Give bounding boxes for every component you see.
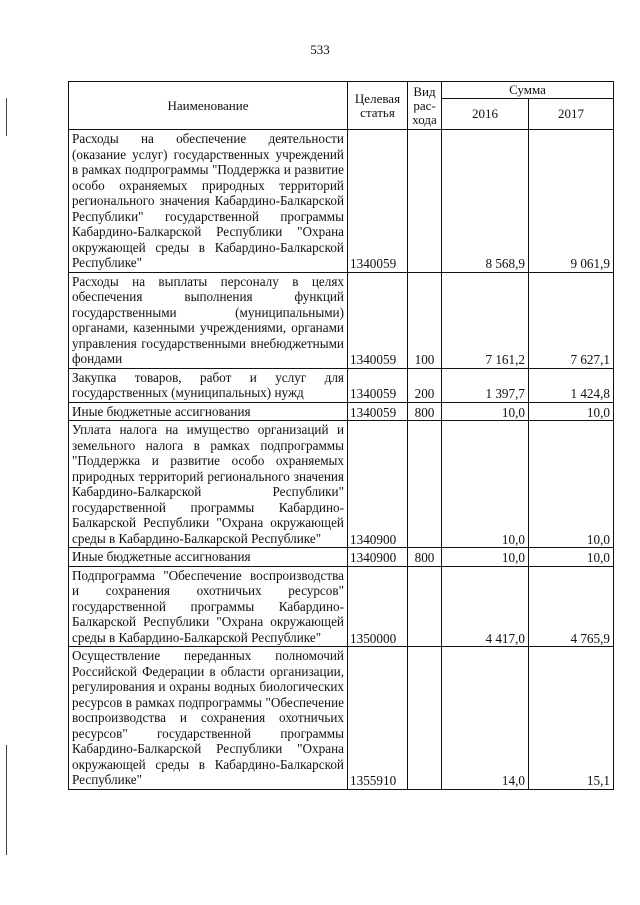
row-code: 1350000 (348, 566, 408, 647)
row-name: Расходы на обеспечение деятельности (оказание услуг) государственных учреждений в рамках подпрограммы "Поддержка и развитие особо охраняемых природных территорий регионального значения Кабардино-Балкарской Республики" государственной программы Кабардино-Балкарской Республики "Охрана окружающей среды в Кабардино-Балкарской Республике" (69, 130, 348, 273)
row-name: Закупка товаров, работ и услуг для государственных (муниципальных) нужд (69, 368, 348, 402)
row-value-2016: 7 161,2 (442, 272, 529, 368)
table-row (69, 548, 614, 567)
row-value-2017: 1 424,8 (529, 368, 614, 402)
row-value-2017: 15,1 (529, 647, 614, 790)
row-code: 1340059 (348, 368, 408, 402)
table-row (69, 368, 614, 402)
table-row (69, 402, 614, 421)
page-number: 533 (310, 42, 330, 57)
row-type: 100 (408, 272, 442, 368)
header-year-2016: 2016 (442, 99, 529, 130)
table-row (69, 421, 614, 548)
row-code: 1340900 (348, 421, 408, 548)
table-header (69, 82, 614, 130)
row-type: 800 (408, 402, 442, 421)
row-code: 1340059 (348, 130, 408, 273)
row-code: 1355910 (348, 647, 408, 790)
header-sum: Сумма (442, 82, 614, 99)
table-row (69, 272, 614, 368)
row-name: Уплата налога на имущество организаций и земельного налога в рамках подпрограммы "Поддержка и развитие особо охраняемых природных территорий регионального значения Кабардино-Балкарской Республики" государственной программы Кабардино-Балкарской Республики "Охрана окружающей среды в Кабардино-Балкарской Республике" (69, 421, 348, 548)
row-value-2017: 4 765,9 (529, 566, 614, 647)
table-row (69, 647, 614, 790)
row-value-2017: 9 061,9 (529, 130, 614, 273)
row-value-2017: 10,0 (529, 548, 614, 567)
row-value-2016: 10,0 (442, 402, 529, 421)
row-value-2016: 10,0 (442, 548, 529, 567)
row-name: Осуществление переданных полномочий Российской Федерации в области организации, регулирования и охраны водных биологических ресурсов в рамках подпрограммы "Обеспечение воспроизводства и сохранения охотничьих ресурсов" государственной программы Кабардино-Балкарской Республики "Охрана окружающей среды в Кабардино-Балкарской Республике" (69, 647, 348, 790)
row-name: Подпрограмма "Обеспечение воспроизводства и сохранения охотничьих ресурсов" государственной программы Кабардино-Балкарской Республики "Охрана окружающей среды в Кабардино-Балкарской Республике" (69, 566, 348, 647)
scan-mark-bottom (6, 745, 7, 855)
row-value-2017: 10,0 (529, 402, 614, 421)
row-type (408, 566, 442, 647)
header-type: Вид рас-хода (408, 82, 442, 130)
row-value-2016: 14,0 (442, 647, 529, 790)
row-type (408, 130, 442, 273)
row-value-2016: 10,0 (442, 421, 529, 548)
row-type: 200 (408, 368, 442, 402)
row-value-2017: 10,0 (529, 421, 614, 548)
header-target: Целевая статья (348, 82, 408, 130)
table-row (69, 566, 614, 647)
row-type (408, 421, 442, 548)
row-value-2016: 1 397,7 (442, 368, 529, 402)
row-name: Иные бюджетные ассигнования (69, 402, 348, 421)
row-value-2016: 4 417,0 (442, 566, 529, 647)
scan-mark-top (6, 98, 7, 136)
row-value-2016: 8 568,9 (442, 130, 529, 273)
row-name: Расходы на выплаты персоналу в целях обеспечения выполнения функций государственными (муниципальными) органами, казенными учреждениями, органами управления государственными внебюджетными фондами (69, 272, 348, 368)
row-code: 1340059 (348, 272, 408, 368)
row-type: 800 (408, 548, 442, 567)
row-type (408, 647, 442, 790)
header-year-2017: 2017 (529, 99, 614, 130)
row-code: 1340059 (348, 402, 408, 421)
budget-table (68, 81, 614, 790)
row-value-2017: 7 627,1 (529, 272, 614, 368)
row-code: 1340900 (348, 548, 408, 567)
header-name: Наименование (69, 82, 348, 130)
row-name: Иные бюджетные ассигнования (69, 548, 348, 567)
table-row (69, 130, 614, 273)
